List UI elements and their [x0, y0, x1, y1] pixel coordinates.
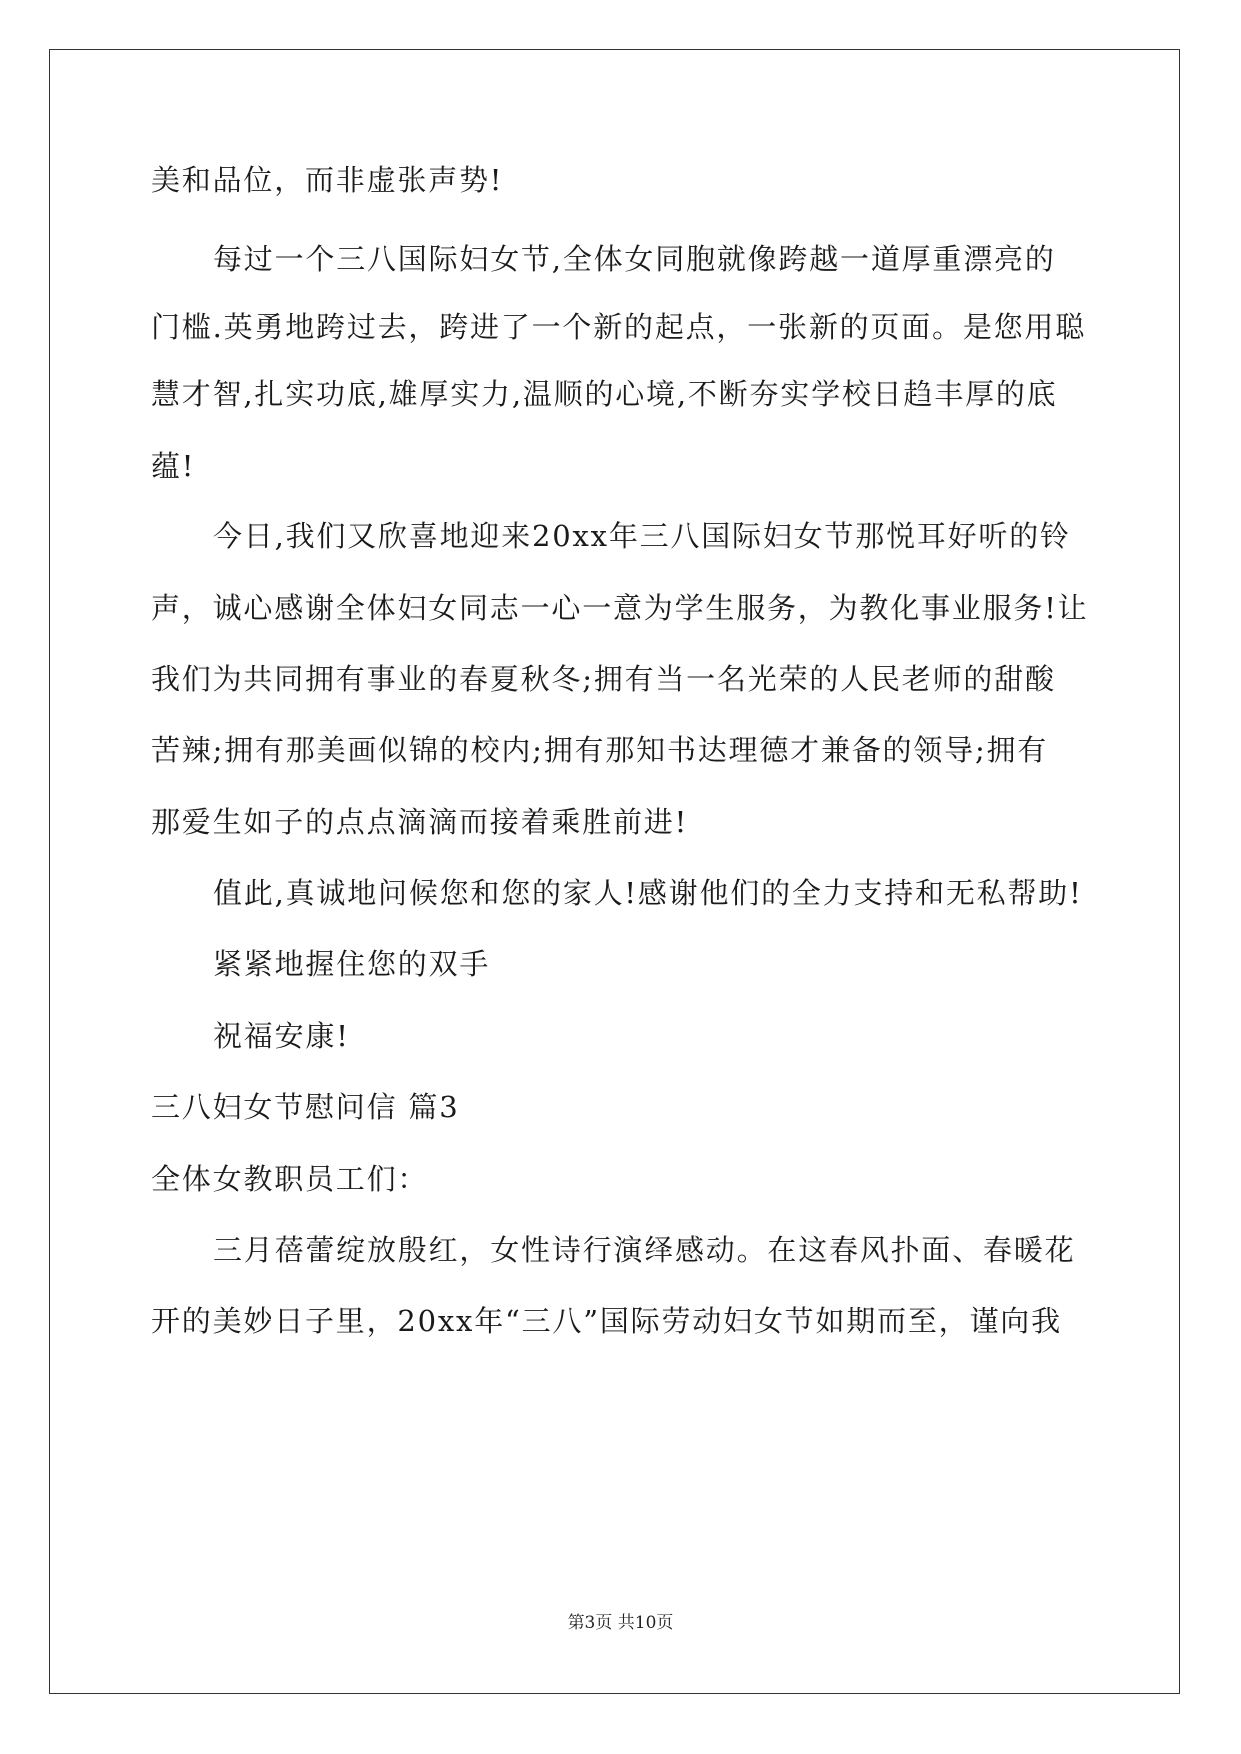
- text-line: 我们为共同拥有事业的春夏秋冬;拥有当一名光荣的人民老师的甜酸: [151, 662, 1056, 696]
- text-line: 苦辣;拥有那美画似锦的校内;拥有那知书达理德才兼备的领导;拥有: [151, 733, 1049, 767]
- paragraph-start: 三月蓓蕾绽放殷红，女性诗行演绎感动。在这春风扑面、春暖花: [213, 1233, 1076, 1267]
- salutation: 全体女教职员工们：: [151, 1162, 429, 1196]
- text-line: 开的美妙日子里，20xx年“三八”国际劳动妇女节如期而至，谨向我: [151, 1304, 1062, 1338]
- text-line: 蕴!: [151, 449, 196, 483]
- text-line: 慧才智,扎实功底,雄厚实力,温顺的心境,不断夯实学校日趋丰厚的底: [151, 377, 1058, 411]
- page-footer: 第3页 共10页: [567, 1613, 674, 1633]
- paragraph-start: 祝福安康!: [213, 1019, 350, 1053]
- paragraph-start: 每过一个三八国际妇女节,全体女同胞就像跨越一道厚重漂亮的: [213, 242, 1056, 276]
- text-line: 门槛.英勇地跨过去，跨进了一个新的起点，一张新的页面。是您用聪: [151, 310, 1087, 344]
- paragraph-start: 紧紧地握住您的双手: [213, 947, 491, 981]
- paragraph-start: 值此,真诚地问候您和您的家人!感谢他们的全力支持和无私帮助!: [213, 876, 1083, 910]
- text-line: 声，诚心感谢全体妇女同志一心一意为学生服务，为教化事业服务!让: [151, 591, 1089, 625]
- paragraph-start: 今日,我们又欣喜地迎来20xx年三八国际妇女节那悦耳好听的铃: [213, 519, 1071, 553]
- section-heading: 三八妇女节慰问信 篇3: [151, 1090, 460, 1124]
- text-line: 那爱生如子的点点滴滴而接着乘胜前进!: [151, 805, 689, 839]
- text-line: 美和品位，而非虚张声势!: [151, 163, 504, 197]
- page-border: [49, 49, 1180, 1694]
